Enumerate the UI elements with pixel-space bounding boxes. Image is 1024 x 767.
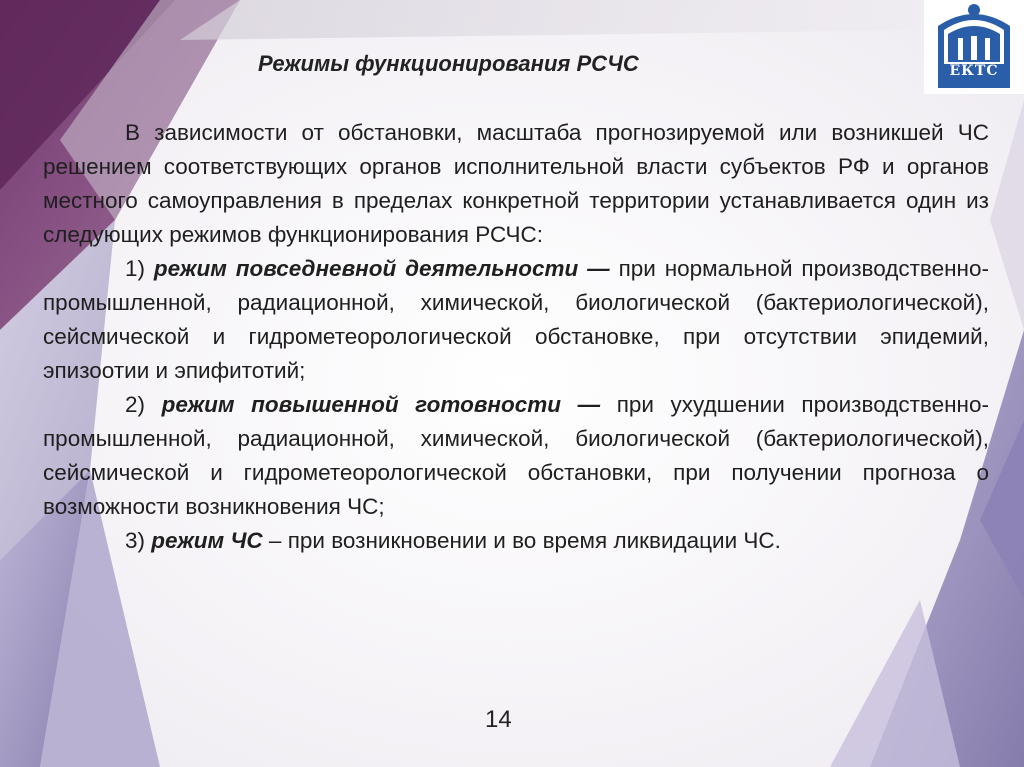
item-number: 2) [125, 392, 146, 417]
item-number: 3) [125, 528, 146, 553]
ektc-logo [924, 0, 1024, 94]
list-item [43, 252, 989, 388]
item-number: 1) [125, 256, 146, 281]
item-term: режим повышенной готовности [161, 392, 562, 417]
item-text: при возникновении и во время ликвидации ЧС. [287, 528, 781, 553]
list-item [43, 524, 989, 558]
item-dash: – [268, 528, 282, 553]
item-dash: — [577, 392, 601, 417]
item-term: режим повседневной деятельности [153, 256, 579, 281]
list-item [43, 388, 989, 524]
university-building-logo-icon [924, 0, 1024, 94]
item-dash: — [587, 256, 610, 281]
intro-paragraph: В зависимости от обстановки, масштаба прогнозируемой или возникшей ЧС решением соответствующих органов исполнительной власти субъектов РФ и органов местного самоуправления в пределах конкретной территории устанавливается один из следующих режимов функционирования РСЧС: [43, 120, 989, 247]
slide-title: Режимы функционирования РСЧС [258, 51, 639, 76]
item-text: при нормальной производственно-промышленной, радиационной, химической, биологической (бактериологической), сейсмической и гидрометеорологической обстановке, при отсутствии эпидемий, эпизоотии и эпифитотий; [43, 256, 989, 383]
item-text: при ухудшении производственно-промышленной, радиационной, химической, биологической (бактериологической), сейсмической и гидрометеорологической обстановки, при получении прогноза о возможности возникновения ЧС; [43, 392, 989, 519]
logo-text: ЕКТС [949, 63, 999, 79]
slide-body [43, 116, 989, 558]
page-number: 14 [485, 706, 512, 733]
item-term: режим ЧС [151, 528, 263, 553]
